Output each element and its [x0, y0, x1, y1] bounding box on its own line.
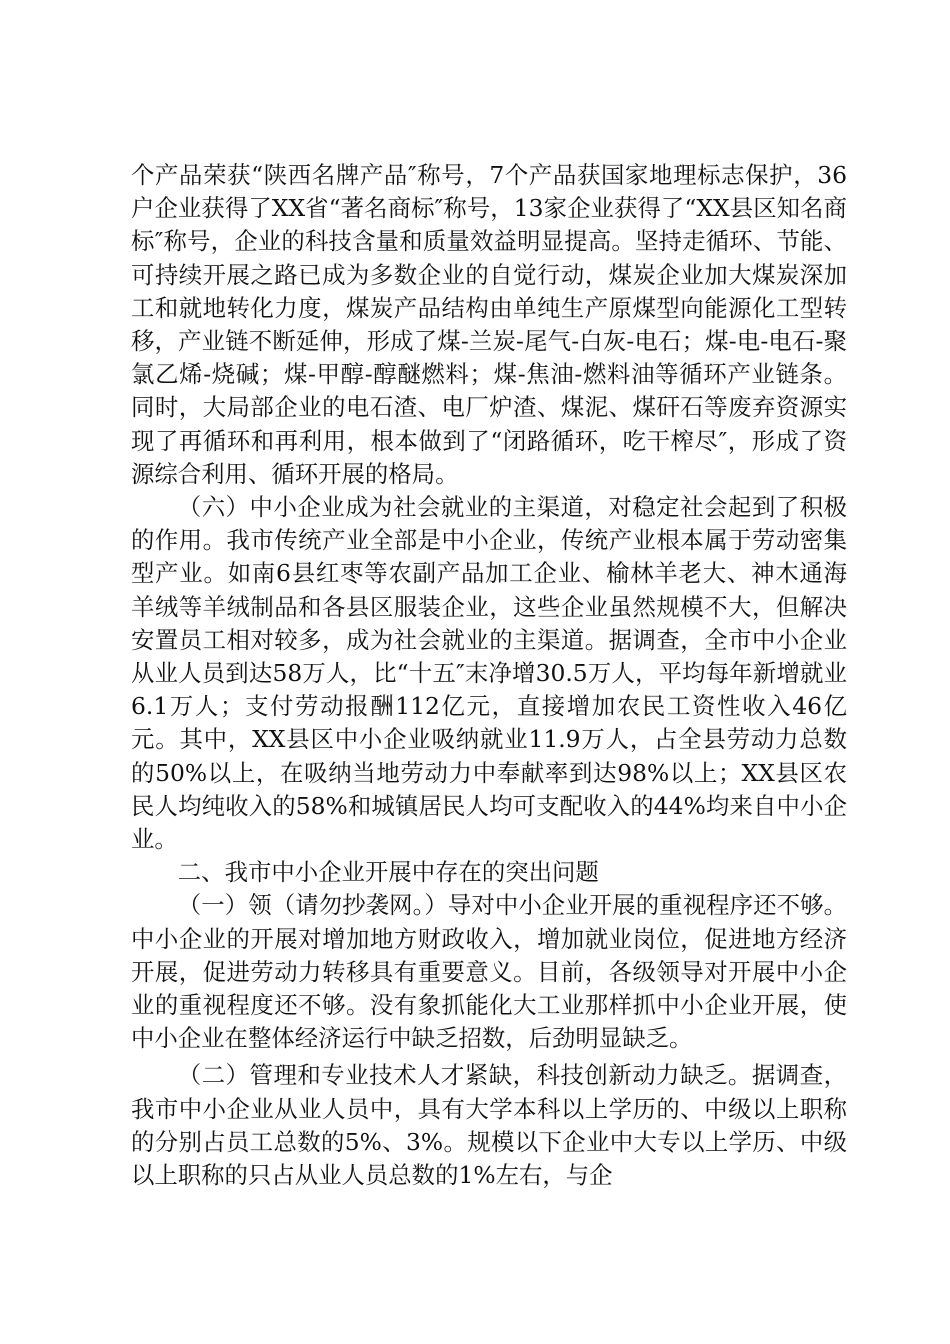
paragraph-talent-shortage: （二）管理和专业技术人才紧缺，科技创新动力缺乏。据调查，我市中小企业从业人员中，具有大学本科以上学历的、中级以上职称的分别占员工总数的5%、3%。规模以下企业中大专以上学历、中级以上职称的只占从业人员总数的1%左右，与企	[131, 1061, 847, 1190]
paragraph-brands-circular-economy: 个产品荣获“陕西名牌产品″称号，7个产品获国家地理标志保护，36户企业获得了XX省“著名商标″称号，13家企业获得了“XX县区知名商标″称号，企业的科技含量和质量效益明显提高。坚持走循环、节能、可持续开展之路已成为多数企业的自觉行动，煤炭企业加大煤炭深加工和就地转化力度，煤炭产品结构由单纯生产原煤型向能源化工型转移，产业链不断延伸，形成了煤-兰炭-尾气-白灰-电石；煤-电-电石-聚氯乙烯-烧碱；煤-甲醇-醇醚燃料；煤-焦油-燃料油等循环产业链条。同时，大局部企业的电石渣、电厂炉渣、煤泥、煤矸石等废弃资源实现了再循环和再利用，根本做到了“闭路循环，吃干榨尽″，形成了资源综合利用、循环开展的格局。	[131, 161, 847, 488]
document-body	[131, 159, 847, 1192]
paragraph-leadership-attention: （一）领（请勿抄袭网。）导对中小企业开展的重视程序还不够。中小企业的开展对增加地方财政收入，增加就业岗位，促进地方经济开展，促进劳动力转移具有重要意义。目前，各级领导对开展中小企业的重视程度还不够。没有象抓能化大工业那样抓中小企业开展，使中小企业在整体经济运行中缺乏招数，后劲明显缺乏。	[131, 891, 847, 1053]
paragraph-employment-channel: （六）中小企业成为社会就业的主渠道，对稳定社会起到了积极的作用。我市传统产业全部是中小企业，传统产业根本属于劳动密集型产业。如南6县红枣等农副产品加工企业、榆林羊老大、神木通海羊绒等羊绒制品和各县区服装企业，这些企业虽然规模不大，但解决安置员工相对较多，成为社会就业的主渠道。据调查，全市中小企业从业人员到达58万人，比“十五″末净增30.5万人，平均每年新增就业6.1万人；支付劳动报酬112亿元，直接增加农民工资性收入46亿元。其中，XX县区中小企业吸纳就业11.9万人，占全县劳动力总数的50%以上，在吸纳当地劳动力中奉献率到达98%以上；XX县区农民人均纯收入的58%和城镇居民人均可支配收入的44%均来自中小企业。	[131, 493, 847, 854]
section-heading-problems: 二、我市中小企业开展中存在的突出问题	[177, 858, 599, 887]
